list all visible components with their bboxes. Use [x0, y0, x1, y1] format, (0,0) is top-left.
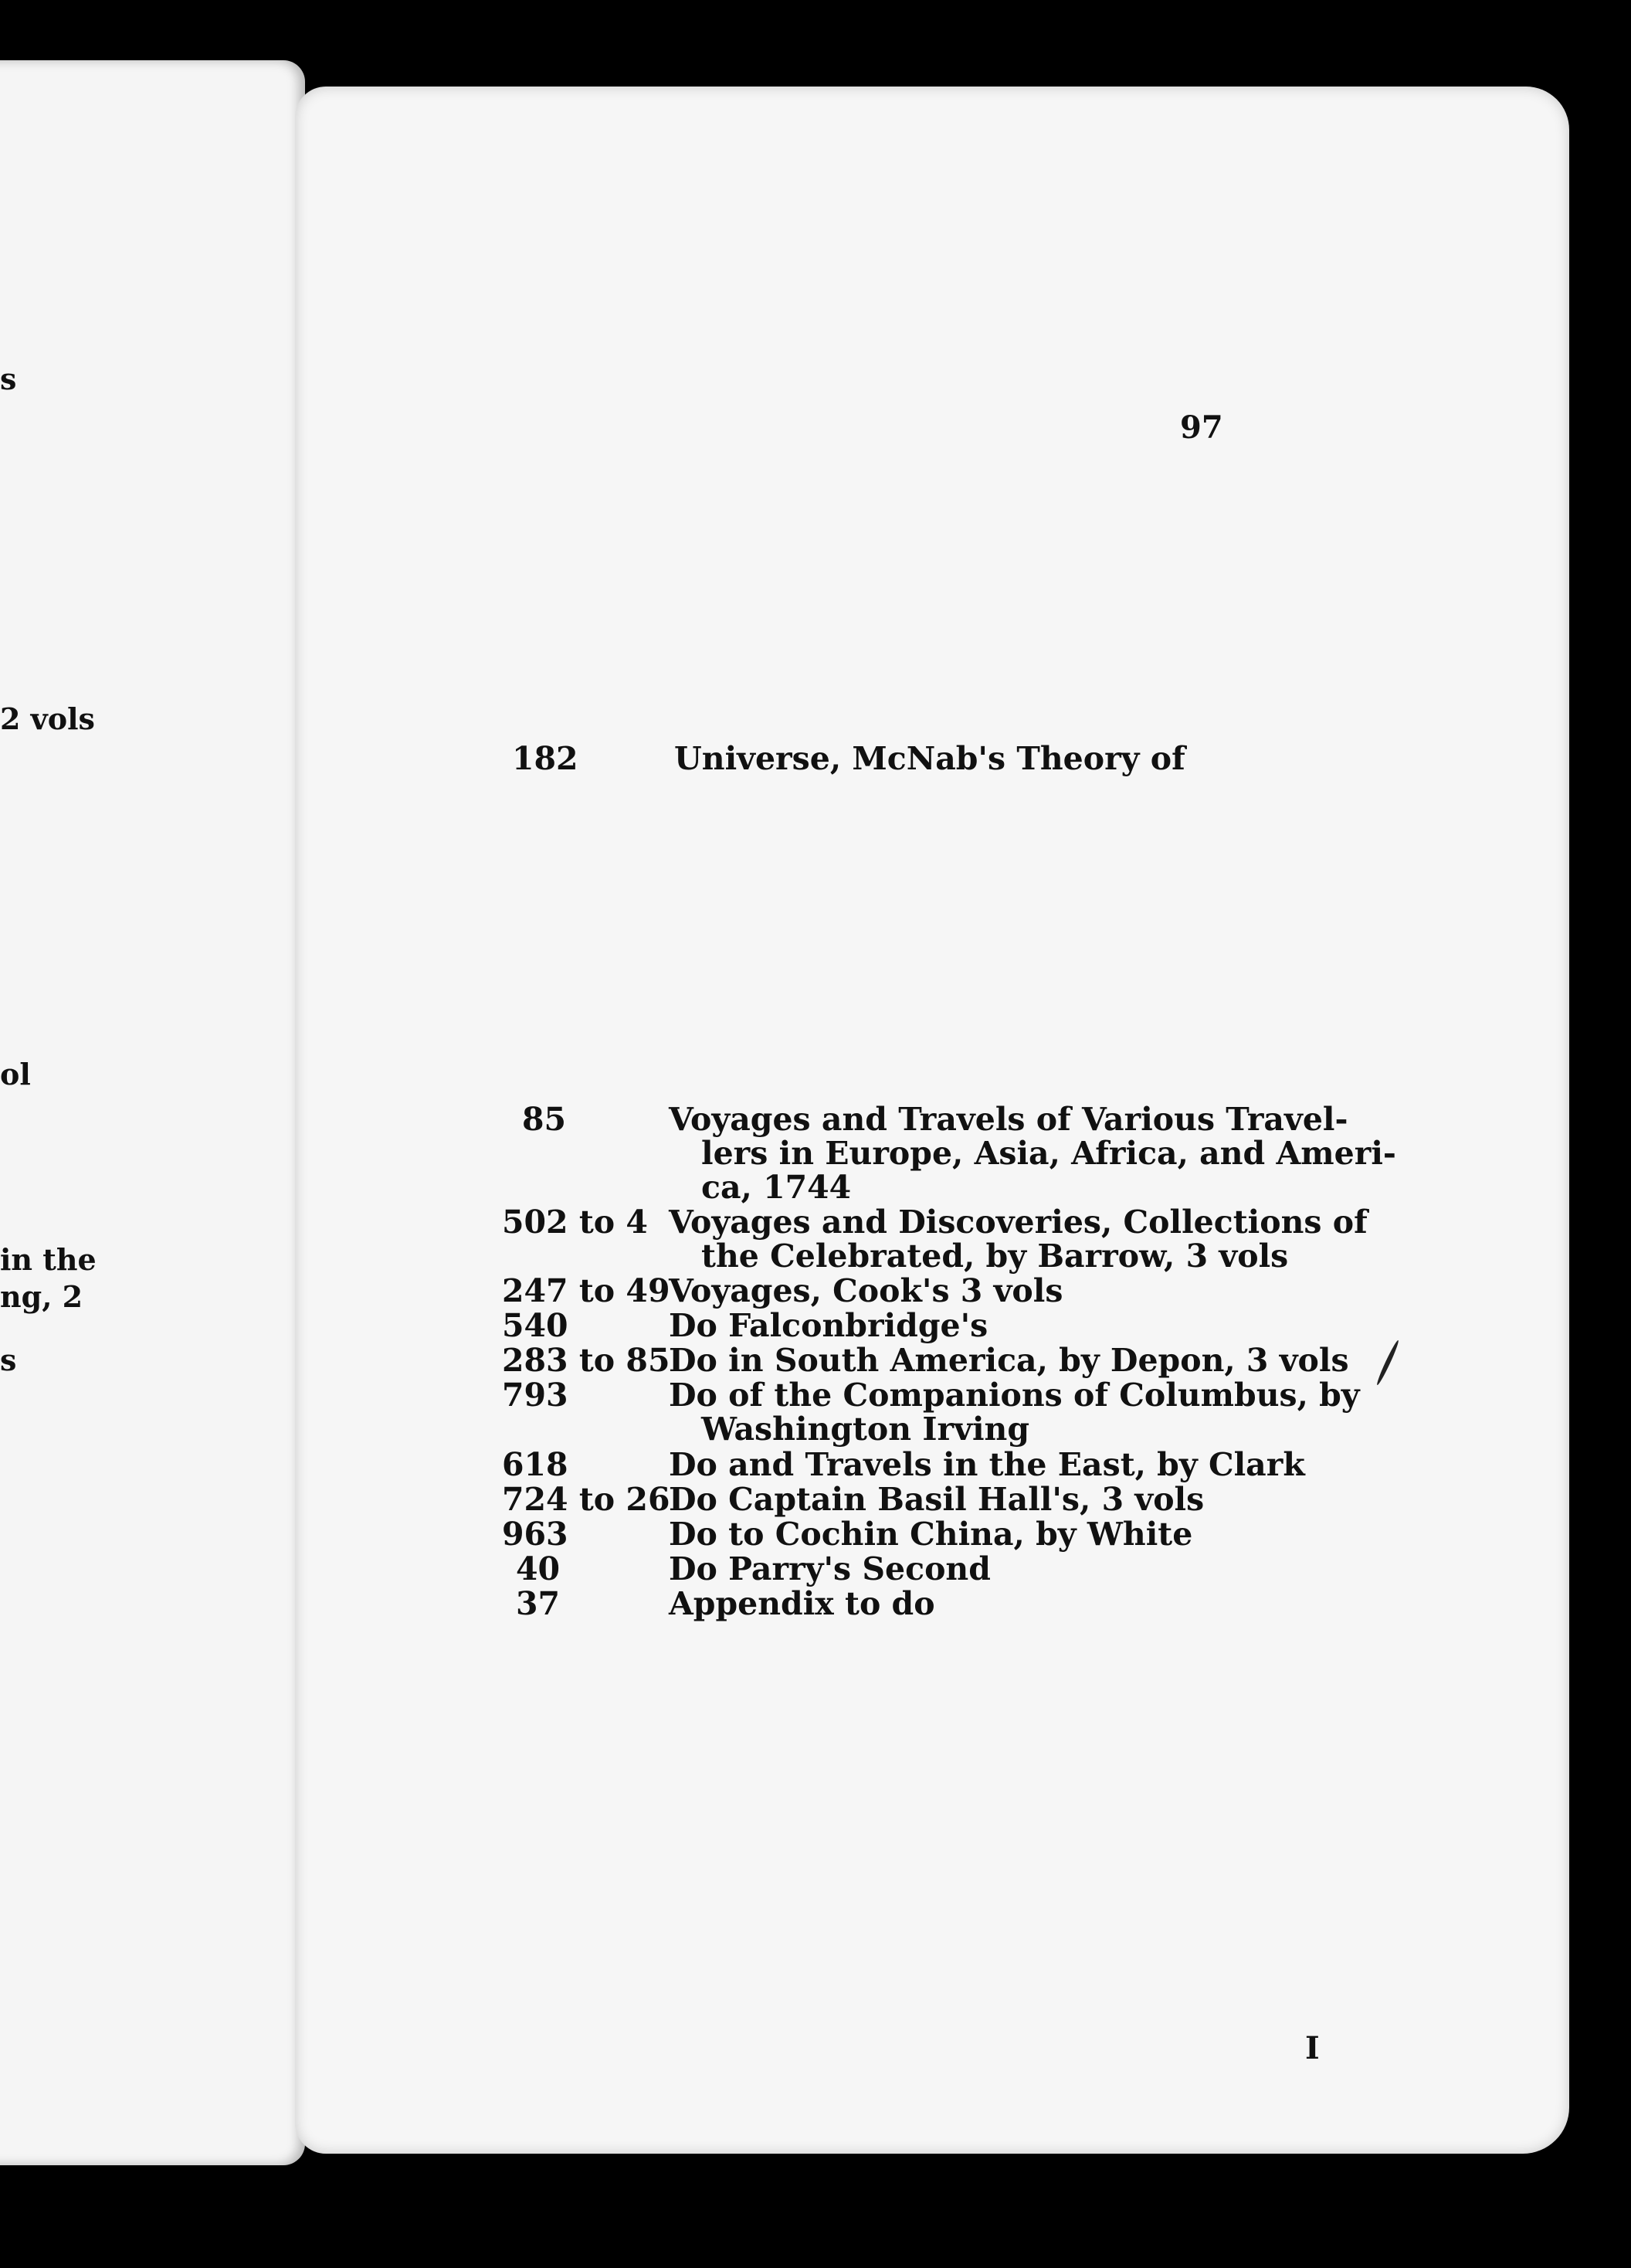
entry-title-line: Do Captain Basil Hall's, 3 vols	[669, 1481, 1205, 1518]
entry-title-line: lers in Europe, Asia, Africa, and Ameri-	[701, 1135, 1396, 1172]
signature-mark: I	[1305, 2030, 1320, 2066]
entry-title-line: Voyages and Discoveries, Collections of	[669, 1204, 1368, 1241]
entry-title-line: Voyages and Travels of Various Travel-	[669, 1101, 1348, 1138]
entry-title-line: Appendix to do	[669, 1585, 935, 1622]
right-page	[295, 87, 1569, 2154]
entry-title-line: Do Falconbridge's	[669, 1307, 988, 1344]
entry-number: 618	[502, 1446, 568, 1483]
entry-title	[669, 1587, 935, 1621]
entry-title	[669, 1378, 1360, 1446]
left-fragment: s	[0, 362, 17, 396]
entry-title-line: Voyages, Cook's 3 vols	[669, 1272, 1063, 1309]
left-page	[0, 60, 305, 2165]
left-fragment: ng, 2	[0, 1279, 83, 1314]
entry-title	[669, 1552, 991, 1586]
entry-number: 182	[512, 740, 578, 777]
left-fragment: in the	[0, 1242, 97, 1277]
entry-title	[669, 1205, 1368, 1273]
entry-number: 793	[502, 1377, 568, 1414]
entry-title	[669, 1309, 988, 1343]
page-number: 97	[1180, 409, 1223, 446]
left-fragment: s	[0, 1343, 17, 1377]
entry-number: 85	[522, 1101, 567, 1138]
entry-title-line: ca, 1744	[701, 1169, 852, 1206]
entry-title	[669, 1448, 1305, 1482]
entry-title-line: Do and Travels in the East, by Clark	[669, 1446, 1305, 1483]
left-fragment: ol	[0, 1057, 31, 1092]
entry-title-line: Do Parry's Second	[669, 1550, 991, 1587]
entry-title	[669, 1482, 1204, 1516]
ink-mark	[1375, 1339, 1400, 1387]
entry-title-line: Universe, McNab's Theory of	[674, 740, 1185, 777]
entry-number: 40	[516, 1550, 561, 1587]
entry-title	[669, 1102, 1396, 1204]
entry-number: 502 to 4	[502, 1204, 648, 1241]
entry-title-line: Do to Cochin China, by White	[669, 1516, 1193, 1553]
entry-number: 37	[516, 1585, 561, 1622]
entry-title-line: Do in South America, by Depon, 3 vols	[669, 1342, 1349, 1379]
entry-number: 963	[502, 1516, 568, 1553]
entry-number: 247 to 49	[502, 1272, 670, 1309]
entry-title-line: the Celebrated, by Barrow, 3 vols	[701, 1238, 1289, 1275]
entry-title-line: Do of the Companions of Columbus, by	[669, 1377, 1360, 1414]
entry-number: 283 to 85	[502, 1342, 670, 1379]
entry-title	[669, 1517, 1192, 1551]
entry-title-line: Washington Irving	[701, 1411, 1030, 1448]
entry-title	[669, 1274, 1063, 1308]
entry-number: 724 to 26	[502, 1481, 670, 1518]
entry-title	[669, 1343, 1349, 1377]
left-fragment: 2 vols	[0, 701, 95, 736]
entry-number: 540	[502, 1307, 568, 1344]
entry-title	[674, 742, 1185, 776]
